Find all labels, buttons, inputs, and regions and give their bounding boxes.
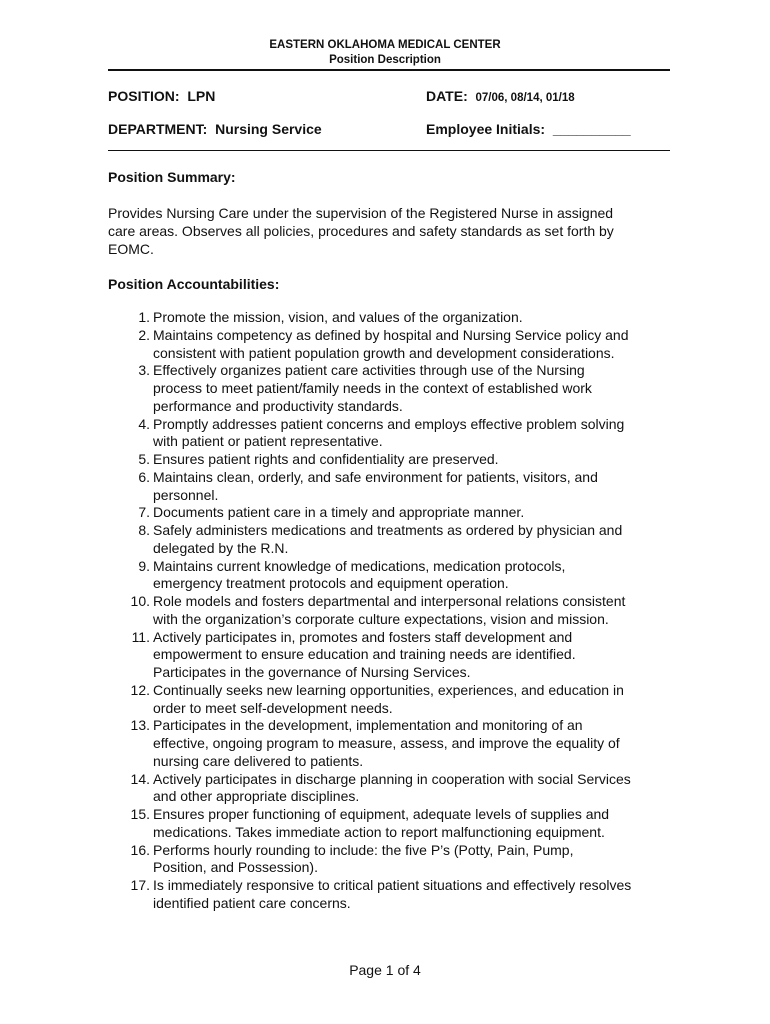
- accountability-item: [108, 877, 708, 913]
- item-text-line: Ensures patient rights and confidentiality are preserved.: [153, 451, 499, 467]
- accountability-item: [108, 469, 708, 505]
- employee-initials-field: [426, 120, 631, 138]
- accountability-item: [108, 717, 708, 770]
- item-number: 14.: [130, 770, 150, 787]
- item-number: 11.: [131, 628, 150, 645]
- accountability-item: [108, 682, 708, 718]
- item-text-line: medications. Takes immediate action to report malfunctioning equipment.: [153, 823, 605, 840]
- summary-line: EOMC.: [108, 241, 154, 257]
- item-number: 3.: [138, 362, 150, 379]
- accountability-item: [108, 842, 708, 878]
- item-number: 8.: [138, 522, 150, 538]
- item-text-line: Documents patient care in a timely and appropriate manner.: [153, 504, 525, 521]
- item-text-line: Maintains competency as defined by hospital and Nursing Service policy and: [153, 326, 629, 343]
- item-text-line: Participates in the development, implementation and monitoring of an: [153, 717, 583, 734]
- position-accountabilities-title: Position Accountabilities:: [108, 276, 280, 292]
- item-text-line: personnel.: [153, 486, 219, 503]
- item-text-line: with the organization’s corporate culture expectations, vision and mission.: [153, 610, 609, 627]
- item-text-line: process to meet patient/family needs in the context of established work: [153, 380, 592, 396]
- date-label: DATE:: [426, 88, 468, 104]
- item-text-line: Is immediately responsive to critical patient situations and effectively resolves: [153, 877, 632, 893]
- accountabilities-list: [108, 309, 708, 913]
- position-field: [108, 87, 215, 105]
- item-text-line: Safely administers medications and treatments as ordered by physician and: [153, 522, 623, 538]
- accountability-item: [108, 504, 708, 522]
- accountability-item: [108, 309, 708, 327]
- item-text-line: Promote the mission, vision, and values of the organization.: [153, 309, 523, 325]
- position-summary-text: [108, 204, 670, 258]
- position-label: POSITION:: [108, 88, 180, 104]
- summary-line: care areas. Observes all policies, procedures and safety standards as set forth by: [108, 223, 614, 239]
- item-text-line: Effectively organizes patient care activities through use of the Nursing: [153, 362, 585, 379]
- department-value: Nursing Service: [215, 121, 322, 137]
- item-number: 1.: [138, 309, 150, 325]
- accountability-item: [108, 522, 708, 558]
- item-text-line: emergency treatment protocols and equipment operation.: [153, 575, 509, 592]
- item-text-line: consistent with patient population growth and development considerations.: [153, 344, 615, 361]
- accountability-item: [108, 558, 708, 594]
- date-value: 07/06, 08/14, 01/18: [475, 92, 575, 104]
- item-text-line: Ensures proper functioning of equipment, adequate levels of supplies and: [153, 806, 610, 822]
- item-text-line: Actively participates in discharge planning in cooperation with social Services: [153, 770, 631, 787]
- item-text-line: Performs hourly rounding to include: the five P’s (Potty, Pain, Pump,: [153, 841, 574, 858]
- accountability-item: [108, 327, 708, 363]
- accountability-item: [108, 629, 708, 682]
- item-number: 15.: [130, 806, 150, 822]
- item-text-line: delegated by the R.N.: [153, 539, 289, 556]
- item-number: 2.: [138, 326, 150, 343]
- item-text-line: and other appropriate disciplines.: [153, 788, 360, 805]
- document-type: Position Description: [329, 54, 441, 66]
- item-number: 6.: [138, 468, 150, 485]
- item-number: 13.: [130, 717, 150, 734]
- department-field: [108, 120, 322, 138]
- item-text-line: Participates in the governance of Nursing Services.: [153, 664, 471, 680]
- item-text-line: effective, ongoing program to measure, assess, and improve the equality of: [153, 735, 620, 751]
- page-number: Page 1 of 4: [349, 962, 421, 978]
- header-divider: [108, 69, 670, 71]
- item-text-line: Maintains current knowledge of medications, medication protocols,: [153, 557, 566, 574]
- item-text-line: Role models and fosters departmental and interpersonal relations consistent: [153, 593, 626, 609]
- accountability-item: [108, 771, 708, 807]
- item-number: 17.: [130, 877, 150, 893]
- accountability-item: [108, 451, 708, 469]
- accountability-item: [108, 416, 708, 452]
- date-field: [426, 87, 575, 107]
- item-text-line: Position, and Possession).: [153, 859, 318, 876]
- employee-initials-label: Employee Initials:: [426, 121, 546, 137]
- item-text-line: order to meet self-development needs.: [153, 699, 393, 716]
- accountability-item: [108, 806, 708, 842]
- item-number: 9.: [138, 557, 150, 574]
- accountability-item: [108, 362, 708, 415]
- item-text-line: Maintains clean, orderly, and safe environment for patients, visitors, and: [153, 468, 598, 485]
- organization-name: EASTERN OKLAHOMA MEDICAL CENTER: [269, 39, 501, 51]
- item-text-line: Promptly addresses patient concerns and employs effective problem solving: [153, 415, 625, 432]
- item-number: 5.: [138, 451, 150, 467]
- item-number: 16.: [130, 841, 150, 858]
- department-label: DEPARTMENT:: [108, 121, 208, 137]
- position-summary-title: Position Summary:: [108, 169, 236, 185]
- item-text-line: nursing care delivered to patients.: [153, 752, 364, 769]
- accountability-item: [108, 593, 708, 629]
- item-text-line: performance and productivity standards.: [153, 397, 403, 414]
- item-text-line: identified patient care concerns.: [153, 894, 351, 911]
- employee-initials-value: __________: [552, 121, 631, 137]
- fields-divider: [108, 150, 670, 151]
- item-number: 10.: [130, 593, 150, 609]
- summary-line: Provides Nursing Care under the supervision of the Registered Nurse in assigned: [108, 205, 614, 221]
- item-number: 4.: [138, 415, 150, 432]
- item-text-line: with patient or patient representative.: [153, 433, 383, 450]
- item-number: 12.: [130, 681, 150, 698]
- item-text-line: Continually seeks new learning opportunities, experiences, and education in: [153, 681, 624, 698]
- item-text-line: Actively participates in, promotes and fosters staff development and: [153, 628, 573, 645]
- position-value: LPN: [187, 88, 216, 104]
- item-number: 7.: [138, 504, 150, 521]
- item-text-line: empowerment to ensure education and training needs are identified.: [153, 646, 576, 663]
